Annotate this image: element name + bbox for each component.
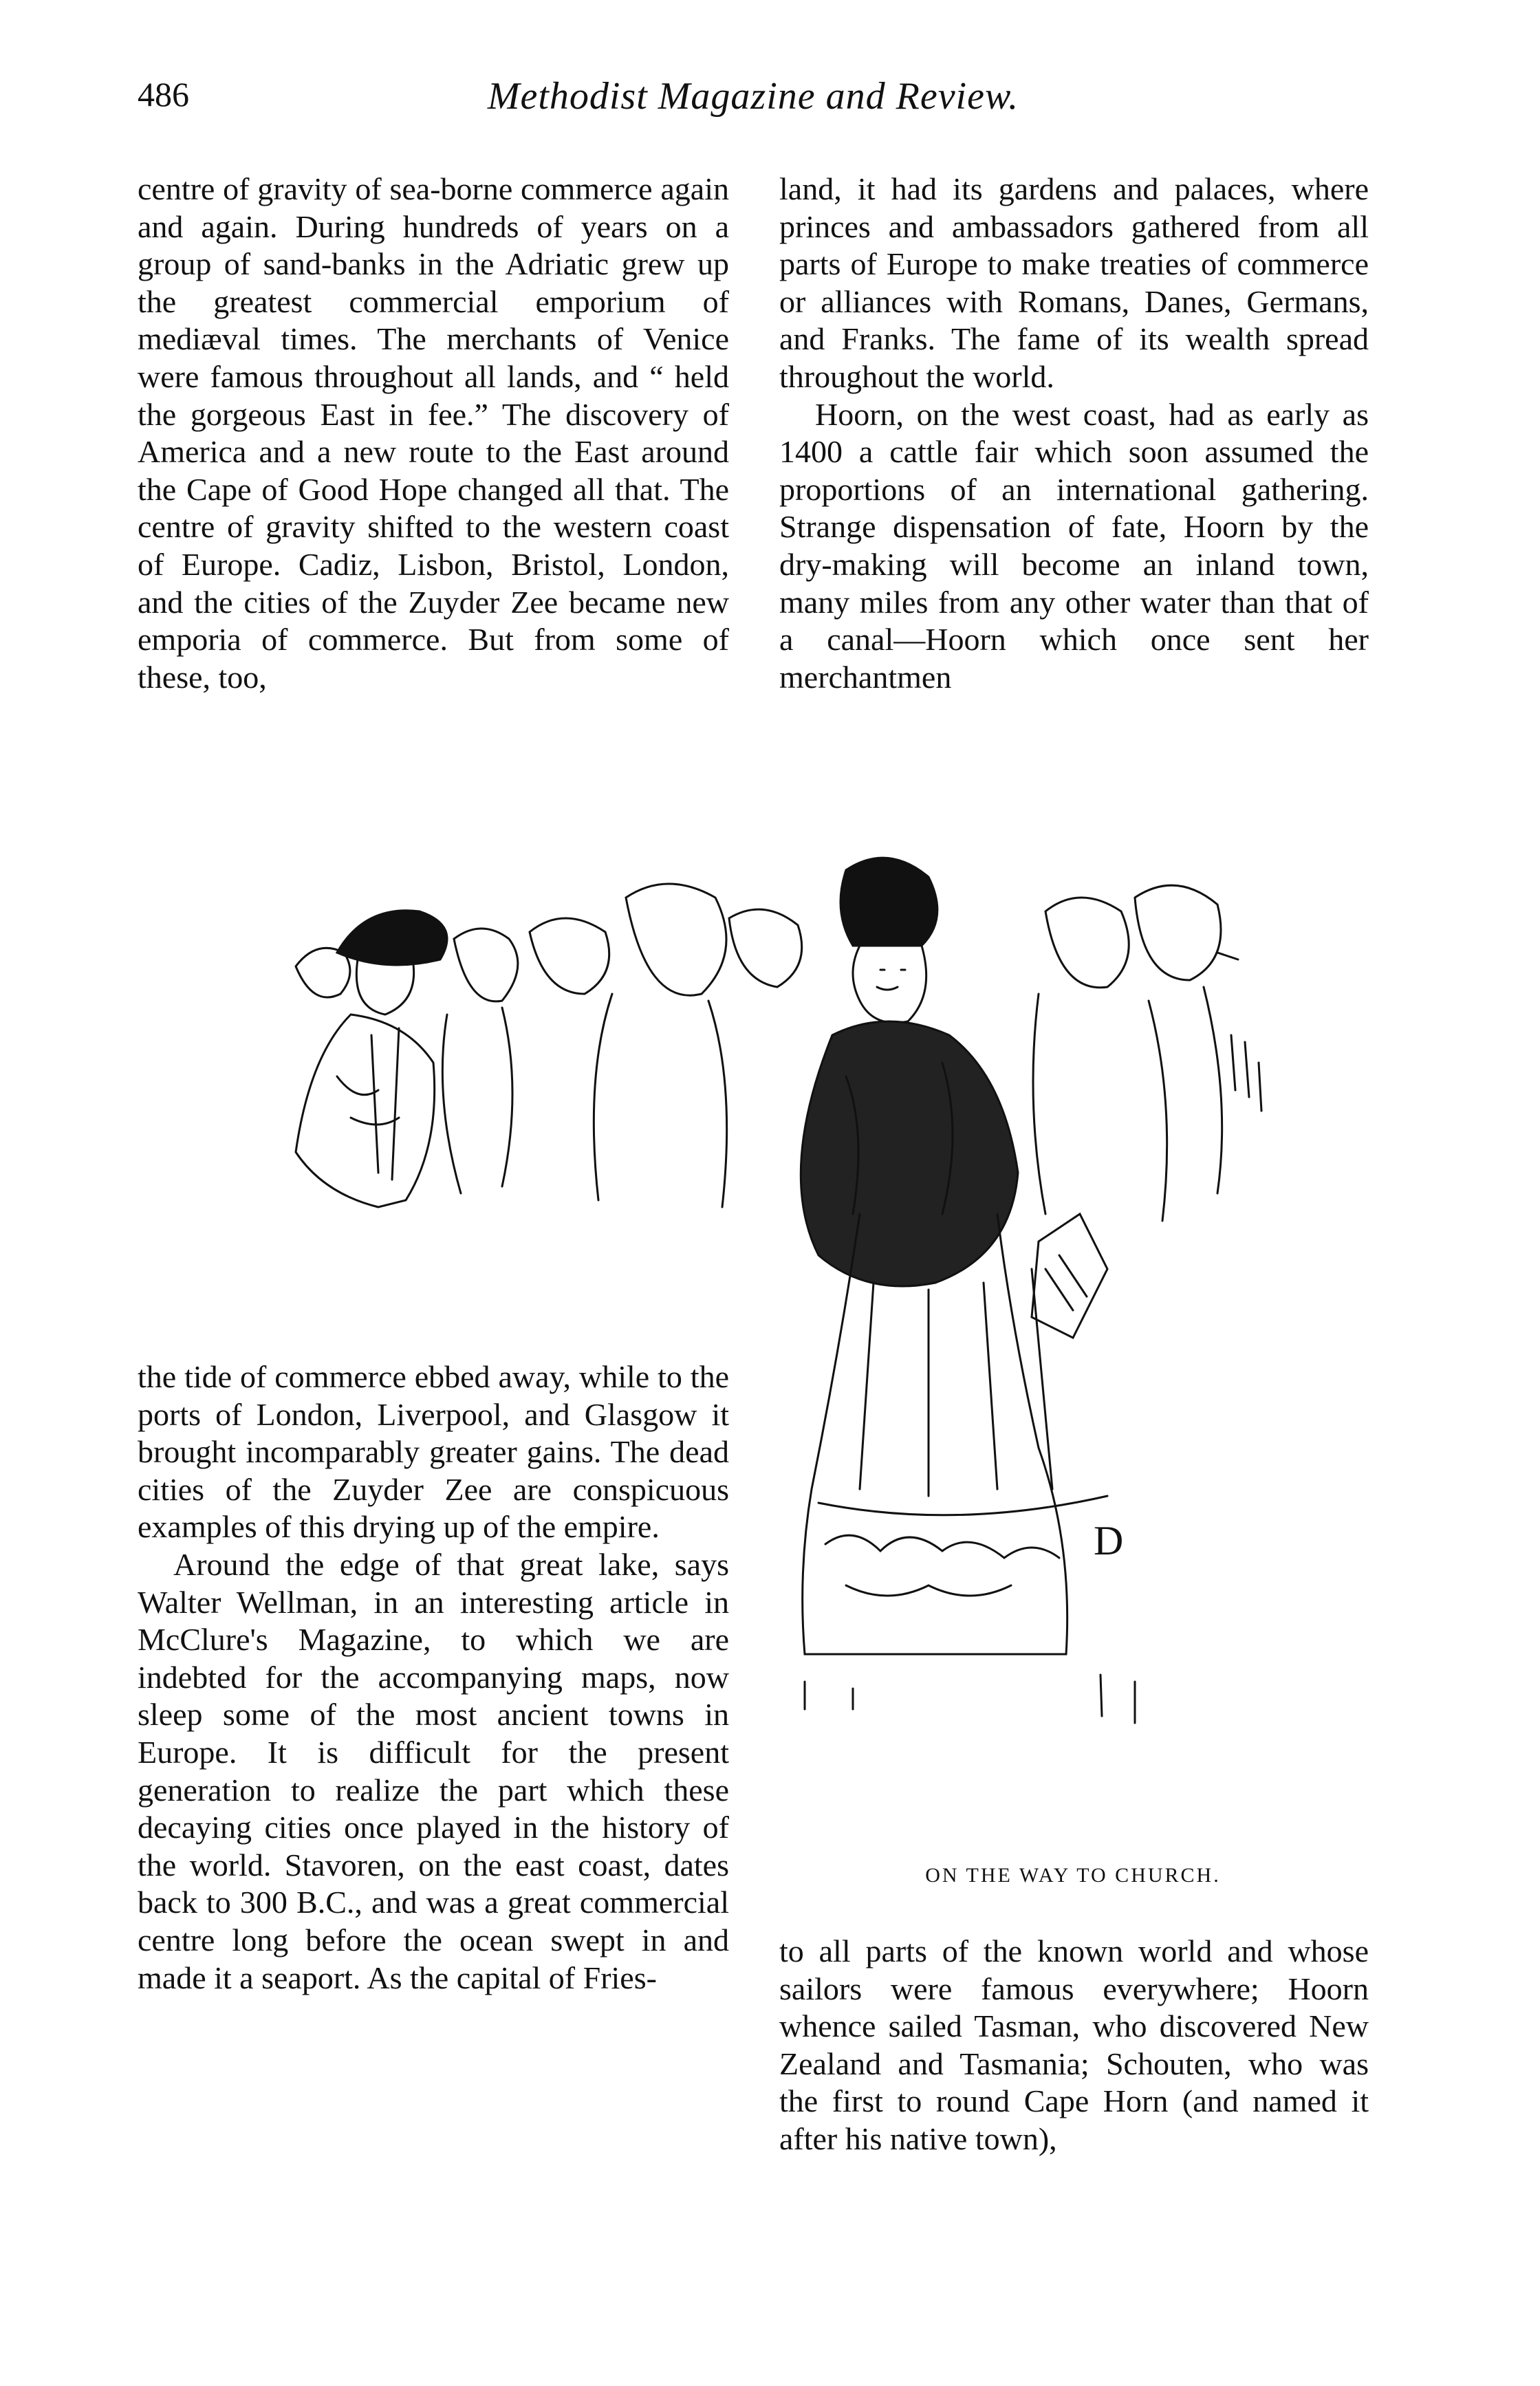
paragraph: centre of gravity of sea-borne commerce again and again. During hundreds of years on a group of sand-banks in the Adriatic grew up the greatest commercial emporium of mediæval times. The merchants of Venice were famous throughout all lands, and “ held the gorgeous East in fee.” The discovery of America and a new route to the East around the Cape of Good Hope changed all that. The centre of gravity shifted to the western coast of Europe. Cadiz, Lisbon, Bristol, London, and the cities of the Zuyder Zee became new emporia of commerce. But from some of these, too, xyxy=(138,171,729,695)
page-number: 486 xyxy=(138,75,189,113)
illustrator-signature: D xyxy=(1094,1518,1124,1563)
paragraph: land, it had its gardens and palaces, where princes and ambassadors gathered from all parts of Europe to make treaties of commerce or alliances with Romans, Danes, Germans, and Franks. The fame of its wealth spread throughout the world. xyxy=(779,171,1369,394)
crowd-figures xyxy=(296,884,1261,1221)
paragraph: to all parts of the known world and whose sailors were famous everywhere; Hoorn whence sailed Tasman, who discovered New Zealand and Tasmania; Schouten, who was the first to round Cape Horn (and named it after his native town), xyxy=(779,1933,1369,2156)
column-right-top xyxy=(779,171,1369,696)
column-left-bottom xyxy=(138,1358,729,1997)
paragraph: Hoorn, on the west coast, had as early as 1400 a cattle fair which soon assumed the proportions of an international gathering. Strange dispensation of fate, Hoorn by the dry-making will become an inland town, many miles from any other water than that of a canal—Hoorn which once sent her merchantmen xyxy=(779,396,1369,695)
woman-figure xyxy=(801,858,1107,1654)
paragraph: Around the edge of that great lake, says Walter Wellman, in an interesting article in McClure's Magazine, to which we are indebted for the accompanying maps, now sleep some of the most ancient towns in Europe. It is difficult for the present generation to realize the part which these decaying cities once played in the history of the world. Stavoren, on the east coast, dates back to 300 B.C., and was a great commercial centre long before the ocean swept in and made it a seaport. As the capital of Fries- xyxy=(138,1546,729,1995)
ground-marks xyxy=(805,1675,1135,1723)
illustration-caption: ON THE WAY TO CHURCH. xyxy=(925,1864,1221,1887)
column-right-bottom xyxy=(779,1933,1369,2158)
column-left-top xyxy=(138,171,729,696)
page-header xyxy=(138,74,1369,129)
running-title: Methodist Magazine and Review. xyxy=(487,75,1019,118)
paragraph: the tide of commerce ebbed away, while to the ports of London, Liverpool, and Glasgow it brought incomparably greater gains. The dead cities of the Zuyder Zee are conspicuous examples of this drying up of the empire. xyxy=(138,1359,729,1545)
